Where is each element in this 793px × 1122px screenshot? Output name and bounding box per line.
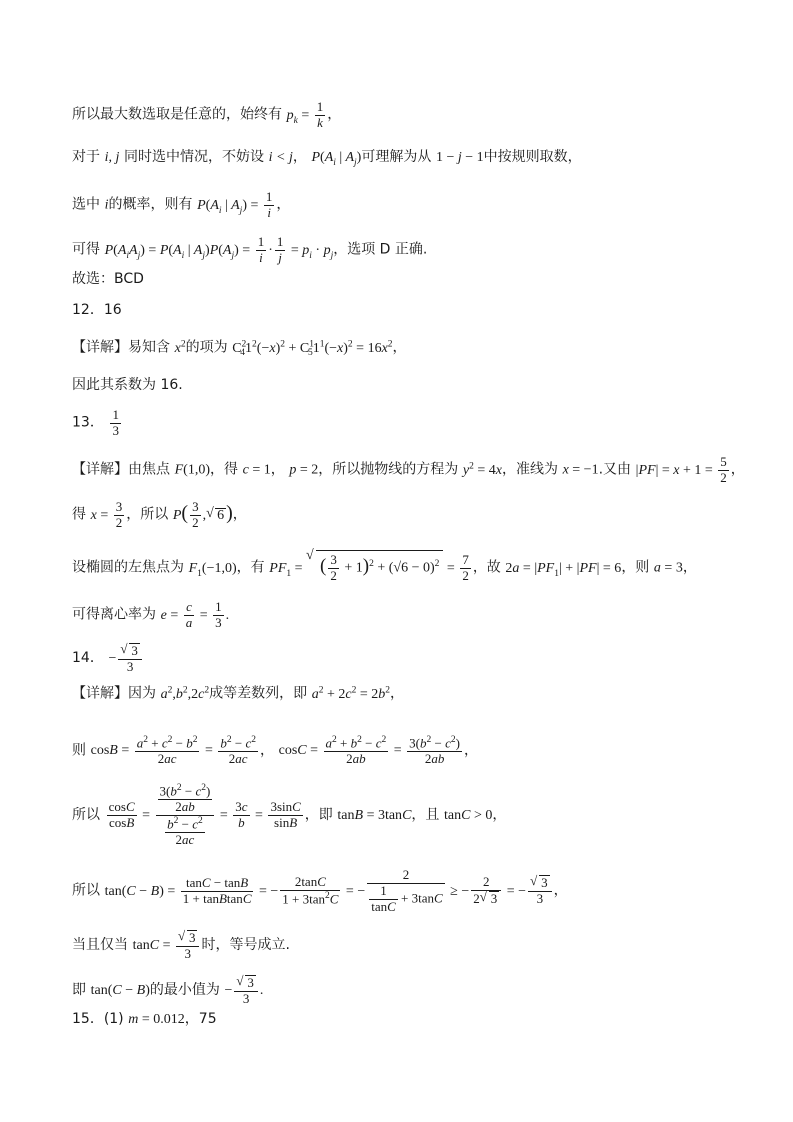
line-10-text-b: ，得 — [210, 461, 238, 478]
line-20-text-a: 即 — [72, 982, 86, 999]
formula-ratio: $\frac{\cos C}{\cos B}$ = $\frac{\frac{3(b^2 - c^2)}{2ab}}{\frac{b^2 - c^2}{2ac}}$ = $\frac{3c}{b}$ = $\frac{3\sin C}{\sin B}$ — [108, 783, 301, 848]
answer-14-value: − √ $\frac{3}{3}$ — [108, 651, 143, 666]
text-line-15: 【详解】因为 $a^2,b^2,2c^2$成等差数列，即 $a^2 + 2c^2 = 2b^2$， — [72, 685, 404, 702]
line-17-text-a: 所以 — [72, 806, 100, 823]
line-17-text-b: ，即 — [304, 806, 333, 823]
line-20-text-b: 的最小值为 — [149, 982, 220, 999]
formula-cos-b: cosB = $\frac{a^2 + c^2 - b^2}{2ac}$ = $\frac{b^2 - c^2}{2ac}$ — [90, 735, 256, 767]
line-13-text: 可得离心率为 — [72, 606, 156, 623]
line-19-text-b: 时，等号成立. — [201, 937, 290, 954]
line-2-text-c: ， — [292, 149, 307, 165]
line-8-text: 因此其系数为 16. — [72, 377, 183, 393]
formula-parabola: $y^2 = 4x$ — [462, 461, 502, 478]
text-line-12: 设椭圆的左焦点为 $F_1(-1,0)$，有 $PF_1$ = √ ( $\frac{3}{2}$ + $1)^2 + (√6 - 0)^2$ = $\frac{7}{2}$ ，故 $2a = |PF_1| + |PF| = 6$，则 a = 3， — [72, 550, 753, 586]
line-11-text-a: 得 — [72, 506, 86, 523]
formula-pf1: $PF_1$ = √ ( $\frac{3}{2}$ + $1)^2 + (√6 - 0)^2$ = $\frac{7}{2}$ — [269, 561, 473, 576]
line-10-text-d: ，所以抛物线的方程为 — [318, 461, 459, 478]
formula-range: 1 − j − 1 — [435, 150, 484, 165]
formula-p-ai-aj: $P(A_i$ | $A_j$) — [311, 150, 362, 168]
text-line-2 — [72, 150, 753, 168]
text-line-7: 【详解】易知含 $x^2$的项为 $C^2_41^2(-x)^2 + C^1_51^1(-x)^2 = 16x^2$， — [72, 339, 407, 359]
formula-c-1: c = 1 — [242, 462, 271, 478]
text-line-13 — [72, 600, 753, 631]
formula-cos-c: cosC = $\frac{a^2 + b^2 - c^2}{2ab}$ = $\frac{3(b^2 - c^2)}{2ab}$ — [278, 735, 460, 767]
formula-x2: $x^2$ — [174, 339, 186, 356]
line-11-text-b: ，所以 — [126, 506, 169, 523]
formula-p-2: p = 2 — [289, 462, 319, 478]
line-4-text-b: ，选项 D 正确. — [333, 241, 428, 258]
formula-i-j: i, j — [104, 150, 120, 165]
answer-15-text: ，75 — [184, 1011, 217, 1027]
line-17-text-c: ，且 — [411, 806, 440, 823]
answer-11: 故选：BCD — [72, 271, 144, 287]
line-10-text-e: ，准线为 — [501, 461, 558, 478]
line-12-text-d: ，则 — [621, 559, 650, 576]
formula-binomial: $C^2_41^2(-x)^2 + C^1_51^1(-x)^2 = 16x^2$ — [232, 339, 393, 359]
formula-min-value: − √ $\frac{3}{3}$ . — [224, 983, 263, 998]
text-line-5 — [72, 272, 753, 287]
formula-eccentricity: e = $\frac{c}{a}$ = $\frac{1}{3}$ . — [160, 599, 230, 630]
text-line-21 — [72, 1012, 753, 1027]
formula-m-value: m = 0.012 — [128, 1012, 185, 1027]
formula-i-lt-j: i < j — [268, 150, 293, 165]
formula-left-focus: $F_1(-1,0)$ — [188, 560, 237, 579]
text-line-10: 【详解】由焦点 F(1,0)，得 c = 1， p = 2，所以抛物线的方程为 $y^2 = 4x$，准线为 x = −1.又由 |PF| = x + 1 = $\frac{5}{2}$ ， — [72, 454, 745, 485]
text-line-14 — [72, 643, 753, 675]
line-10-text-c: ， — [270, 461, 285, 478]
formula-a-3: a = 3 — [653, 560, 683, 576]
text-line-18: 所以 tan(C − B) = $\frac{\tan C - \tan B}{\text{1 + tanBtanC}}$ = − $\frac{2\tan C}{1 + 3\tan^2C}$ = − 2 $\frac{1}{\tan C}$ + 3tanC ≥ − $\frac{2}{2 √ 3}$ = − √ $\frac{3}{3}$ ， — [72, 868, 753, 915]
line-1-text: 所以最大数选取是任意的，始终有 — [72, 106, 282, 123]
formula-p-cond: $P(A_i$ | $A_j$) = $\frac{1}{i}$ — [197, 189, 273, 220]
line-15-text-a: 【详解】因为 — [72, 685, 156, 702]
text-line-19 — [72, 930, 753, 962]
formula-tan-b: tanB = 3tanC — [337, 807, 412, 823]
formula-arith: $a^2 + 2c^2 = 2b^2$ — [311, 685, 390, 702]
formula-x-value: x = $\frac{3}{2}$ — [90, 499, 123, 530]
text-line-4 — [72, 235, 753, 266]
formula-i: i — [104, 197, 109, 213]
text-line-9 — [72, 408, 753, 439]
line-2-text-d: 可理解为从 — [361, 149, 432, 165]
line-12-text-c: ，故 — [472, 559, 501, 576]
text-line-11: 得 x = $\frac{3}{2}$ ，所以 P( $\frac{3}{2}$ , √ 6 )， — [72, 500, 753, 531]
text-line-8 — [72, 378, 753, 393]
formula-2a: $2a = |PF_1| + |PF| = 6$ — [505, 560, 622, 579]
formula-joint-prob: $P(A_iA_j) = P(A_i$ | $A_j)P(A_j)$ = $\frac{1}{i}$ · $\frac{1}{j}$ = $p_i \cdot p_j$ — [104, 234, 334, 265]
line-19-text-a: 当且仅当 — [72, 937, 128, 954]
formula-tan-c-pos: tanC > 0 — [444, 807, 493, 823]
formula-tan-diff-min: tan(C − B) — [90, 983, 150, 999]
line-2-text-b: 同时选中情况，不妨设 — [124, 149, 264, 165]
line-12-text-b: ，有 — [236, 559, 265, 576]
line-7-text-a: 【详解】易知含 — [72, 339, 170, 356]
formula-tan-diff: tan(C − B) = $\frac{\tan C - \tan B}{\text{1 + tanBtanC}}$ = − $\frac{2\tan C}{1 + 3\tan^2C}$ = − 2 $\frac{1}{\tan C}$ + 3tanC ≥ − $\frac{2}{2 √ 3}$ = − √ $\frac{3}{3}$ — [105, 884, 554, 899]
line-15-text-b: 成等差数列，即 — [209, 685, 308, 702]
answer-13-value: $\frac{1}{3}$ — [112, 407, 119, 438]
line-10-text-f: .又由 — [598, 461, 632, 478]
line-18-text: 所以 — [72, 882, 100, 899]
line-7-text-b: 的项为 — [185, 339, 228, 356]
text-line-1: 所以最大数选取是任意的，始终有 $p_k$ = $\frac{1}{k}$ ， — [72, 99, 342, 130]
text-line-16: 则 cosB = $\frac{a^2 + c^2 - b^2}{2ac}$ = $\frac{b^2 - c^2}{2ac}$ ， cosC = $\frac{a^2 + b^2 - c^2}{2ab}$ = $\frac{3(b^2 - c^2)}{2ab}$ ， — [72, 735, 478, 767]
formula-sequence: $a^2,b^2,2c^2$ — [160, 685, 210, 702]
formula-p-k: $p_k$ = $\frac{1}{k}$ — [286, 99, 324, 130]
line-12-text-a: 设椭圆的左焦点为 — [72, 559, 184, 576]
line-10-text-a: 【详解】由焦点 — [72, 461, 170, 478]
line-3-text-a: 选中 — [72, 196, 100, 213]
formula-pf: |PF| = x + 1 = $\frac{5}{2}$ — [635, 454, 727, 485]
answer-14-label: 14． — [72, 650, 104, 667]
answer-13-label: 13． — [72, 414, 104, 431]
answer-12: 12．16 — [72, 302, 122, 318]
text-line-3: 选中 i的概率，则有 $P(A_i$ | $A_j$) = $\frac{1}{i}$ ， — [72, 189, 291, 220]
line-2-text-e: 中按规则取数， — [483, 149, 582, 165]
formula-directrix: x = −1 — [562, 462, 599, 478]
text-line-20 — [72, 975, 753, 1007]
answer-15-label: 15．(1) — [72, 1011, 124, 1027]
formula-point-p: P( $\frac{3}{2}$ , √ 6 ) — [173, 508, 233, 523]
formula-equality-cond: tanC = √ $\frac{3}{3}$ — [133, 938, 202, 953]
line-3-text-b: 的概率，则有 — [108, 196, 193, 213]
line-2-text-a: 对于 — [72, 149, 100, 165]
line-4-text-a: 可得 — [72, 241, 100, 258]
line-16-text: 则 — [72, 742, 86, 759]
text-line-17: 所以 $\frac{\cos C}{\cos B}$ = $\frac{\frac{3(b^2 - c^2)}{2ab}}{\frac{b^2 - c^2}{2ac}}$ = $\frac{3c}{b}$ = $\frac{3\sin C}{\sin B}$ ，即 tanB = 3tanC，且 tanC > 0， — [72, 783, 507, 848]
formula-focus: F(1,0) — [174, 462, 210, 478]
text-line-6 — [72, 303, 753, 318]
